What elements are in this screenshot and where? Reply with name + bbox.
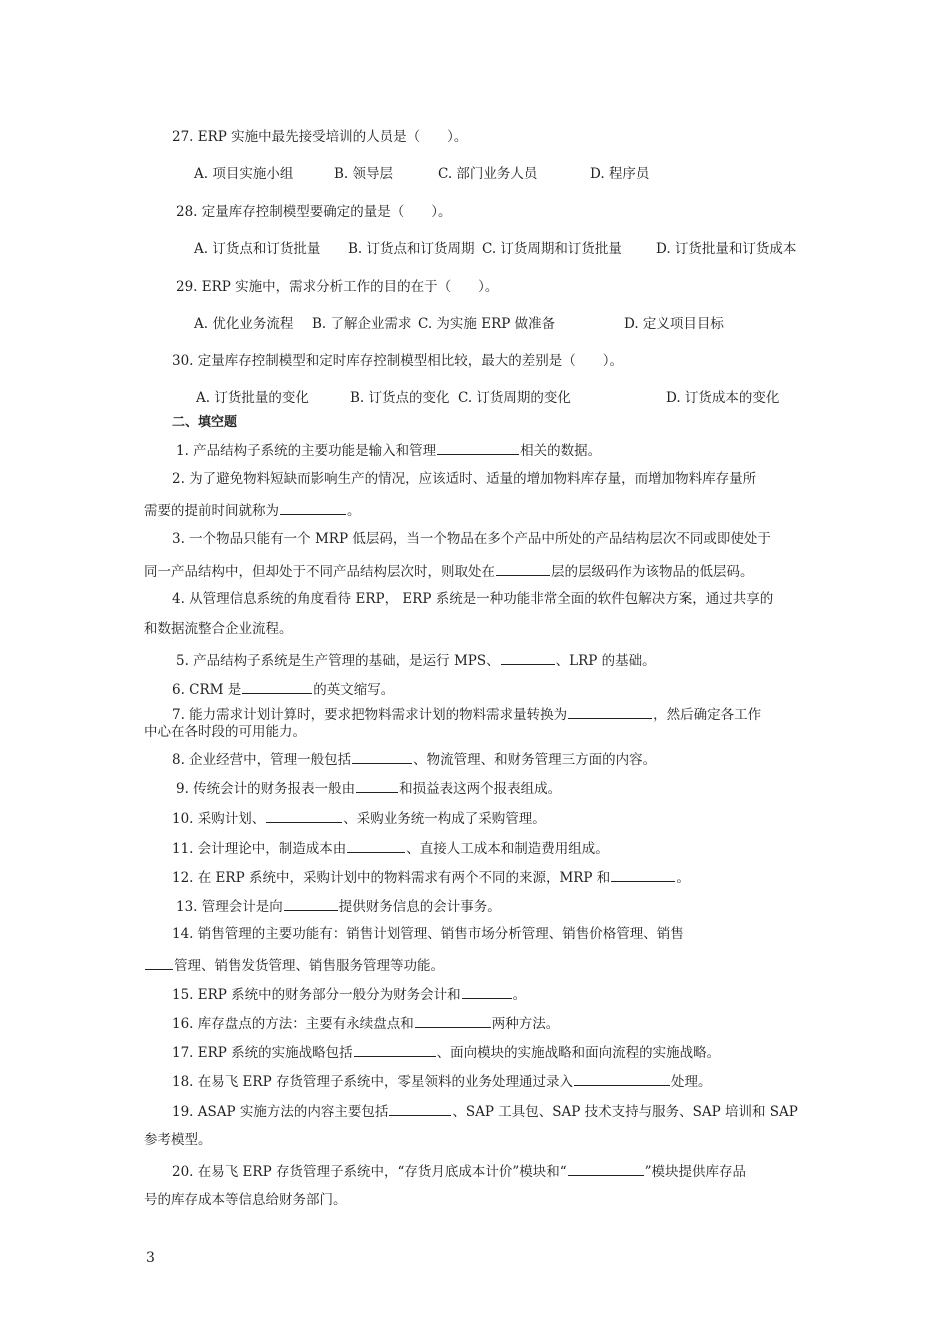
question-28: 28. 定量库存控制模型要确定的量是（ ）。: [176, 204, 452, 220]
answer-blank: [347, 838, 405, 853]
q27-option-d: D. 程序员: [590, 166, 650, 182]
fill-question-20-line-1: 20. 在易飞 ERP 存货管理子系统中，“存货月底成本计价”模块和“ ”模块提供库存品: [172, 1161, 746, 1181]
answer-blank: [574, 1071, 670, 1086]
fill-question-10: 10. 采购计划、 、采购业务统一构成了采购管理。: [172, 808, 546, 828]
q28-option-d: D. 订货批量和订货成本: [656, 241, 797, 257]
q28-option-c: C. 订货周期和订货批量: [482, 241, 622, 257]
q27-option-c: C. 部门业务人员: [438, 166, 538, 182]
question-30: 30. 定量库存控制模型和定时库存控制模型相比较，最大的差别是（ ）。: [172, 353, 624, 369]
fill-question-2-line-2: 需要的提前时间就称为 。: [144, 500, 361, 520]
answer-blank: [356, 778, 398, 793]
fill-question-4-line-2: 和数据流整合企业流程。: [144, 621, 293, 637]
fill-question-14-line-2: 管理、销售发货管理、销售服务管理等功能。: [144, 955, 444, 975]
answer-blank: [242, 679, 312, 694]
answer-blank: [354, 1042, 436, 1057]
answer-blank: [284, 896, 338, 911]
answer-blank: [496, 561, 550, 576]
answer-blank: [352, 749, 412, 764]
q30-option-b: B. 订货点的变化: [350, 390, 450, 406]
page-number: 3: [146, 1250, 155, 1266]
fill-question-7-line-1: 7. 能力需求计划计算时，要求把物料需求计划的物料需求量转换为 ，然后确定各工作: [172, 704, 761, 724]
answer-blank: [568, 704, 652, 719]
fill-question-17: 17. ERP 系统的实施战略包括 、面向模块的实施战略和面向流程的实施战略。: [172, 1042, 720, 1062]
fill-question-5: 5. 产品结构子系统是生产管理的基础，是运行 MPS、 、LRP 的基础。: [176, 650, 656, 670]
q30-option-a: A. 订货批量的变化: [196, 390, 309, 406]
fill-question-19-line-1: 19. ASAP 实施方法的内容主要包括 、SAP 工具包、SAP 技术支持与服务、SAP 培训和 SAP: [172, 1101, 798, 1121]
fill-question-6: 6. CRM 是 的英文缩写。: [172, 679, 394, 699]
fill-question-3-line-2: 同一产品结构中，但却处于不同产品结构层次时，则取处在 层的层级码作为该物品的低层码。: [144, 561, 754, 581]
q27-option-b: B. 领导层: [334, 166, 394, 182]
fill-question-2-line-1: 2. 为了避免物料短缺而影响生产的情况，应该适时、适量的增加物料库存量，而增加物料库存量所: [172, 471, 757, 487]
answer-blank: [568, 1161, 644, 1176]
fill-question-20-line-2: 号的库存成本等信息给财务部门。: [144, 1192, 347, 1208]
q30-option-d: D. 订货成本的变化: [666, 390, 780, 406]
fill-question-13: 13. 管理会计是向 提供财务信息的会计事务。: [176, 896, 501, 916]
question-27: 27. ERP 实施中最先接受培训的人员是（ ）。: [172, 129, 468, 145]
answer-blank: [611, 867, 675, 882]
fill-question-8: 8. 企业经营中，管理一般包括 、物流管理、和财务管理三方面的内容。: [172, 749, 656, 769]
q28-option-b: B. 订货点和订货周期: [348, 241, 475, 257]
q27-option-a: A. 项目实施小组: [194, 166, 294, 182]
answer-blank: [437, 440, 519, 455]
answer-blank: [266, 808, 342, 823]
fill-question-12: 12. 在 ERP 系统中，采购计划中的物料需求有两个不同的来源，MRP 和 。: [172, 867, 690, 887]
answer-blank: [415, 1013, 491, 1028]
q29-option-c: C. 为实施 ERP 做准备: [418, 316, 556, 332]
q28-option-a: A. 订货点和订货批量: [194, 241, 321, 257]
fill-question-14-line-1: 14. 销售管理的主要功能有：销售计划管理、销售市场分析管理、销售价格管理、销售: [172, 926, 684, 942]
question-29: 29. ERP 实施中，需求分析工作的目的在于（ ）。: [176, 279, 499, 295]
q29-option-a: A. 优化业务流程: [194, 316, 294, 332]
fill-question-9: 9. 传统会计的财务报表一般由 和损益表这两个报表组成。: [176, 778, 561, 798]
answer-blank: [389, 1101, 451, 1116]
fill-question-18: 18. 在易飞 ERP 存货管理子系统中，零星领料的业务处理通过录入 处理。: [172, 1071, 711, 1091]
fill-question-15: 15. ERP 系统中的财务部分一般分为财务会计和 。: [172, 984, 526, 1004]
fill-question-3-line-1: 3. 一个物品只能有一个 MRP 低层码，当一个物品在多个产品中所处的产品结构层次不同或即使处于: [172, 531, 771, 547]
fill-question-16: 16. 库存盘点的方法：主要有永续盘点和 两种方法。: [172, 1013, 559, 1033]
fill-question-4-line-1: 4. 从管理信息系统的角度看待 ERP， ERP 系统是一种功能非常全面的软件包解决方案，通过共享的: [172, 591, 774, 607]
answer-blank: [501, 650, 555, 665]
q29-option-b: B. 了解企业需求: [312, 316, 412, 332]
fill-question-1: 1. 产品结构子系统的主要功能是输入和管理 相关的数据。: [176, 440, 601, 460]
answer-blank: [462, 984, 512, 999]
fill-question-7-line-2: 中心在各时段的可用能力。: [144, 724, 306, 740]
q30-option-c: C. 订货周期的变化: [458, 390, 571, 406]
fill-question-19-line-2: 参考模型。: [144, 1132, 212, 1148]
answer-blank: [145, 955, 173, 970]
section-heading: 二、填空题: [172, 415, 238, 430]
answer-blank: [280, 500, 346, 515]
q29-option-d: D. 定义项目目标: [624, 316, 724, 332]
fill-question-11: 11. 会计理论中，制造成本由 、直接人工成本和制造费用组成。: [172, 838, 609, 858]
